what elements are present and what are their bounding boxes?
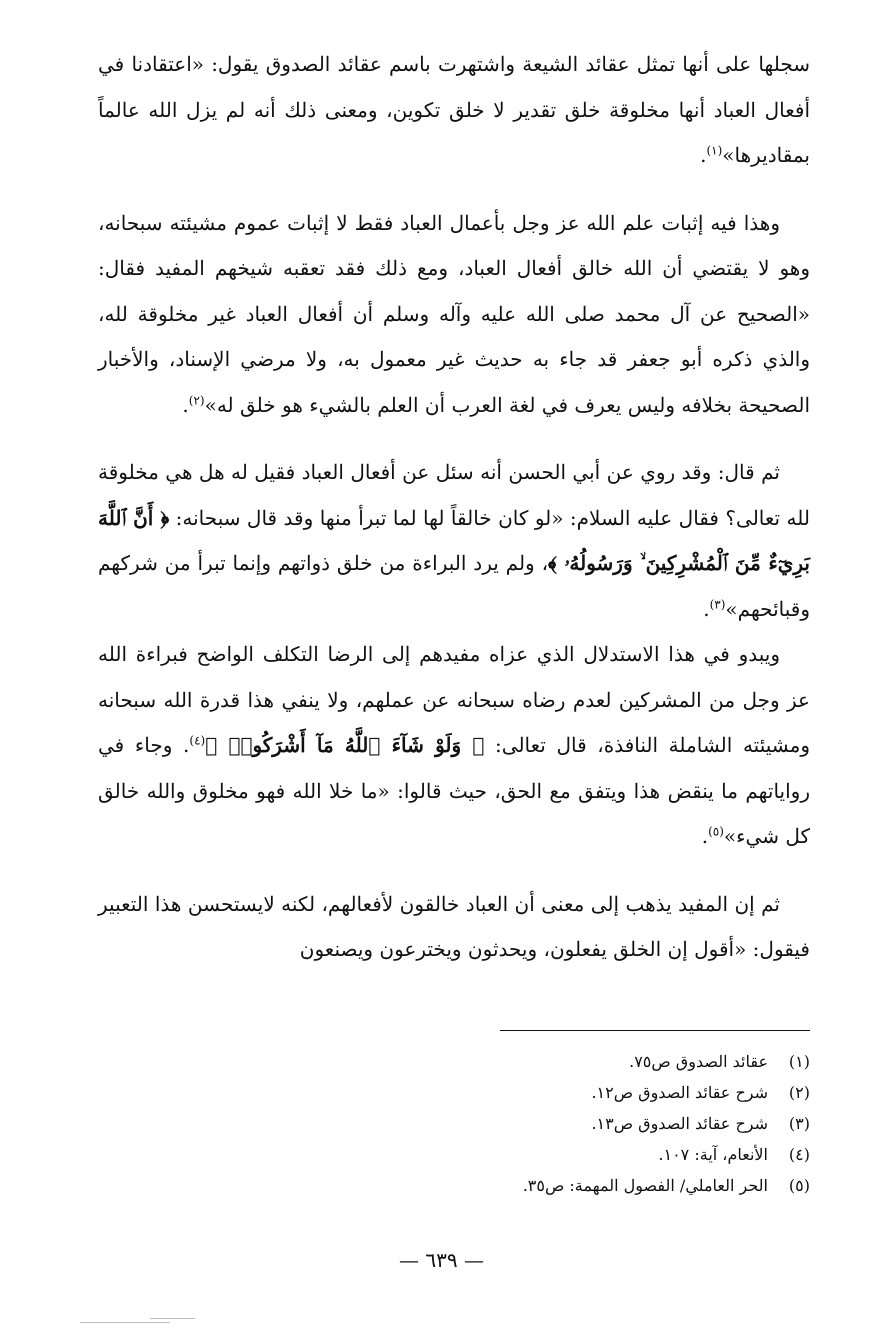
footnote-number: (١): [788, 1052, 810, 1071]
text-segment: وهذا فيه إثبات علم الله عز وجل بأعمال العباد فقط لا إثبات عموم مشيئته سبحانه، وهو لا يقتضي أن الله خالق أفعال العباد، ومع ذلك فقد تعقبه شيخهم المفيد فقال: «الصحيح عن آل محمد صلى الله عليه وآله وسلم أن أفعال العباد غير مخلوقة لله، والذي ذكره أبو جعفر قد جاء به حديث غير معمول به، ولا مرضي الإسناد، والأخبار الصحيحة بخلافه وليس يعرف في لغة العرب أن العلم بالشيء هو خلق له»: [98, 210, 810, 417]
footnote-separator: [500, 1030, 810, 1031]
text-segment: . وجاء في رواياتهم ما ينقض هذا ويتفق مع الحق، حيث قالوا: «ما خلا الله فهو مخلوق والله خالق كل شيء»: [98, 733, 811, 848]
text-segment: ويبدو في هذا الاستدلال الذي عزاه مفيدهم إلى الرضا التكلف الواضح فبراءة الله عز وجل من المشركين لعدم رضاه سبحانه عن عملهم، ولا ينفي هذا قدرة الله سبحانه ومشيئته الشاملة النافذة، قال تعالى:: [98, 642, 810, 757]
text-segment: .: [182, 392, 189, 417]
paragraph-5: [98, 882, 810, 973]
footnote-reference: (٣): [709, 596, 726, 611]
paragraph-3: [98, 450, 810, 632]
footnote-reference: (٢): [188, 392, 205, 407]
footnote-text: شرح عقائد الصدوق ص١٢.: [591, 1083, 768, 1102]
footnote-item: [380, 1077, 810, 1108]
footnote-number: (٥): [788, 1176, 810, 1195]
text-segment: ، ولم يرد البراءة من خلق ذواتهم وإنما تبرأ من شركهم وقبائحهم»: [98, 551, 810, 621]
scan-artifact: [150, 1318, 195, 1319]
footnote-text: الأنعام، آية: ١٠٧.: [658, 1145, 768, 1164]
footnote-number: (٣): [788, 1114, 810, 1133]
paragraph-2: [98, 201, 810, 429]
footnote-reference: (٥): [708, 824, 724, 839]
text-segment: .: [700, 143, 707, 167]
scan-artifact: [80, 1322, 170, 1323]
main-text: [98, 42, 810, 973]
quran-verse: ﴿ أَنَّ ٱللَّهَ بَرِيٓءٌ مِّنَ ٱلْمُشْرِكِينَ ۙ وَرَسُولُهُۥ ﴾: [98, 505, 810, 575]
footnote-item: [380, 1046, 810, 1077]
footnote-item: [380, 1139, 810, 1170]
footnotes: [380, 1046, 810, 1201]
paragraph-4: [98, 632, 810, 860]
footnote-item: [380, 1170, 810, 1201]
text-segment: سجلها على أنها تمثل عقائد الشيعة واشتهرت باسم عقائد الصدوق يقول: «اعتقادنا في أفعال العباد أنها مخلوقة خلق تقدير لا خلق تكوين، ومعنى ذلك أنه لم يزل الله عالماً بمقاديرها»: [98, 52, 810, 167]
footnote-number: (٤): [788, 1145, 810, 1164]
text-segment: .: [701, 824, 709, 848]
text-segment: ثم قال: وقد روي عن أبي الحسن أنه سئل عن أفعال العباد فقيل له هل هي مخلوقة لله تعالى؟ فقال عليه السلام: «لو كان خالقاً لها لما تبرأ منها وقد قال سبحانه:: [98, 460, 810, 530]
paragraph-1: [98, 42, 810, 179]
text-segment: ثم إن المفيد يذهب إلى معنى أن العباد خالقون لأفعالهم، لكنه لايستحسن هذا التعبير فيقول: «أقول إن الخلق يفعلون، ويحدثون ويخترعون ويصنعون: [98, 891, 810, 961]
footnote-text: عقائد الصدوق ص٧٥.: [629, 1052, 768, 1071]
quran-verse: ﴿ وَلَوْ شَآءَ ٱللَّهُ مَآ أَشْرَكُوا۟ ﴾: [205, 733, 485, 757]
text-segment: .: [703, 596, 710, 621]
footnote-number: (٢): [788, 1083, 810, 1102]
page-number: — ٦٣٩ —: [399, 1248, 484, 1272]
footnote-item: [380, 1108, 810, 1139]
footnote-reference: (٤): [189, 733, 206, 748]
footnote-text: شرح عقائد الصدوق ص١٣.: [591, 1114, 768, 1133]
footnote-text: الحر العاملي/ الفصول المهمة: ص٣٥.: [522, 1176, 768, 1195]
footnote-reference: (١): [706, 143, 723, 158]
